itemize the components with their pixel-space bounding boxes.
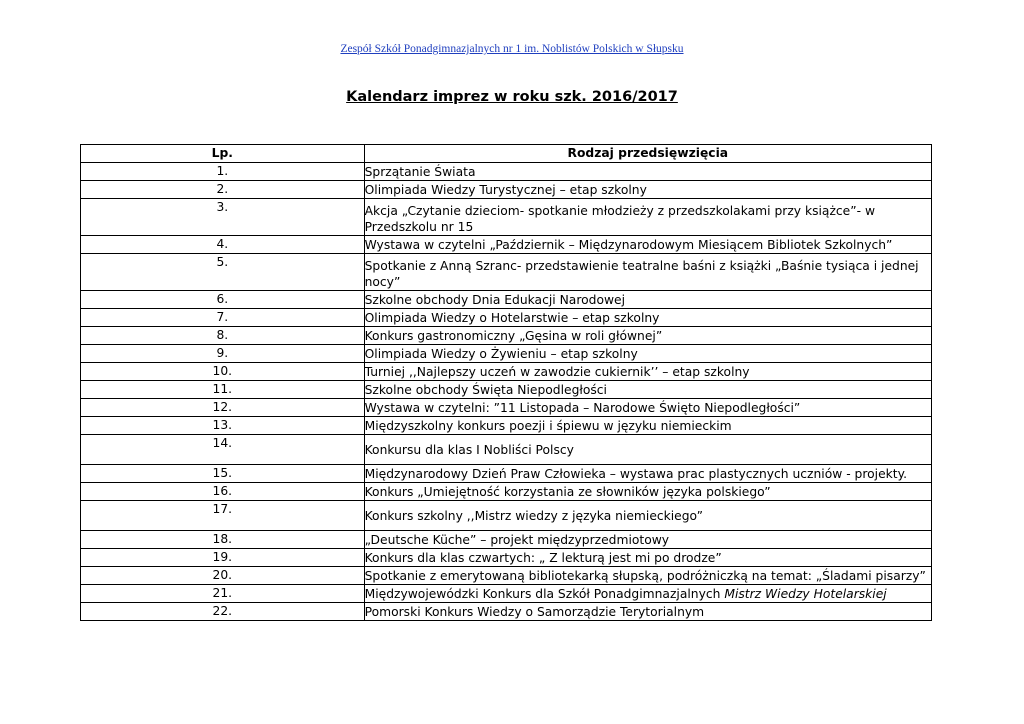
table-header-row — [81, 145, 932, 163]
table-row — [81, 309, 932, 327]
row-number: 9. — [81, 345, 365, 363]
event-name — [364, 585, 931, 603]
event-name: Konkursu dla klas I Nobliści Polscy — [364, 435, 931, 465]
table-row — [81, 585, 932, 603]
table-row — [81, 435, 932, 465]
row-number: 3. — [81, 199, 365, 236]
event-name: Akcja „Czytanie dzieciom- spotkanie młodzieży z przedszkolakami przy książce”- w Przedszkolu nr 15 — [364, 199, 931, 236]
row-number: 10. — [81, 363, 365, 381]
row-number: 16. — [81, 483, 365, 501]
table-row — [81, 254, 932, 291]
document-title: Kalendarz imprez w roku szk. 2016/2017 — [346, 89, 678, 105]
table-row — [81, 345, 932, 363]
row-number: 13. — [81, 417, 365, 435]
event-name: Spotkanie z emerytowaną bibliotekarką słupską, podróżniczką na temat: „Śladami pisarzy” — [364, 567, 931, 585]
table-row — [81, 236, 932, 254]
event-name: Olimpiada Wiedzy o Hotelarstwie – etap szkolny — [364, 309, 931, 327]
column-header-lp: Lp. — [81, 145, 365, 163]
row-number: 4. — [81, 236, 365, 254]
event-name: Sprzątanie Świata — [364, 163, 931, 181]
event-name: Spotkanie z Anną Szranc- przedstawienie teatralne baśni z książki „Baśnie tysiąca i jednej nocy” — [364, 254, 931, 291]
event-name: Konkurs dla klas czwartych: „ Z lekturą jest mi po drodze” — [364, 549, 931, 567]
event-name: Szkolne obchody Święta Niepodległości — [364, 381, 931, 399]
table-row — [81, 501, 932, 531]
event-name: Konkurs „Umiejętność korzystania ze słowników języka polskiego” — [364, 483, 931, 501]
event-name: Olimpiada Wiedzy o Żywieniu – etap szkolny — [364, 345, 931, 363]
event-name: Wystawa w czytelni „Październik – Międzynarodowym Miesiącem Bibliotek Szkolnych” — [364, 236, 931, 254]
table-row — [81, 531, 932, 549]
row-number: 22. — [81, 603, 365, 621]
event-name: Turniej ,,Najlepszy uczeń w zawodzie cukiernik’’ – etap szkolny — [364, 363, 931, 381]
event-name: Międzynarodowy Dzień Praw Człowieka – wystawa prac plastycznych uczniów - projekty. — [364, 465, 931, 483]
row-number: 18. — [81, 531, 365, 549]
event-name: Olimpiada Wiedzy Turystycznej – etap szkolny — [364, 181, 931, 199]
event-name: Konkurs gastronomiczny „Gęsina w roli głównej” — [364, 327, 931, 345]
event-name: Wystawa w czytelni: ”11 Listopada – Narodowe Święto Niepodległości” — [364, 399, 931, 417]
table-row — [81, 483, 932, 501]
event-name-italic: Mistrz Wiedzy Hotelarskiej — [724, 587, 887, 601]
table-row — [81, 381, 932, 399]
row-number: 6. — [81, 291, 365, 309]
row-number: 14. — [81, 435, 365, 465]
event-name: Konkurs szkolny ,,Mistrz wiedzy z języka niemieckiego” — [364, 501, 931, 531]
table-row — [81, 181, 932, 199]
row-number: 20. — [81, 567, 365, 585]
row-number: 11. — [81, 381, 365, 399]
event-name: Szkolne obchody Dnia Edukacji Narodowej — [364, 291, 931, 309]
table-row — [81, 199, 932, 236]
event-name: Międzyszkolny konkurs poezji i śpiewu w języku niemieckim — [364, 417, 931, 435]
row-number: 19. — [81, 549, 365, 567]
table-row — [81, 549, 932, 567]
table-row — [81, 363, 932, 381]
row-number: 17. — [81, 501, 365, 531]
table-row — [81, 567, 932, 585]
table-row — [81, 291, 932, 309]
school-name-header: Zespół Szkół Ponadgimnazjalnych nr 1 im. Noblistów Polskich w Słupsku — [340, 43, 684, 55]
table-row — [81, 399, 932, 417]
event-name: „Deutsche Küche” – projekt międzyprzedmiotowy — [364, 531, 931, 549]
table-row — [81, 465, 932, 483]
row-number: 8. — [81, 327, 365, 345]
table-row — [81, 163, 932, 181]
column-header-event: Rodzaj przedsięwzięcia — [364, 145, 931, 163]
row-number: 12. — [81, 399, 365, 417]
row-number: 15. — [81, 465, 365, 483]
event-name: Pomorski Konkurs Wiedzy o Samorządzie Terytorialnym — [364, 603, 931, 621]
table-row — [81, 417, 932, 435]
events-table — [80, 144, 932, 621]
table-row — [81, 603, 932, 621]
row-number: 5. — [81, 254, 365, 291]
row-number: 2. — [81, 181, 365, 199]
table-row — [81, 327, 932, 345]
event-name-text: Międzywojewódzki Konkurs dla Szkół Ponadgimnazjalnych — [364, 587, 721, 601]
row-number: 21. — [81, 585, 365, 603]
row-number: 1. — [81, 163, 365, 181]
row-number: 7. — [81, 309, 365, 327]
